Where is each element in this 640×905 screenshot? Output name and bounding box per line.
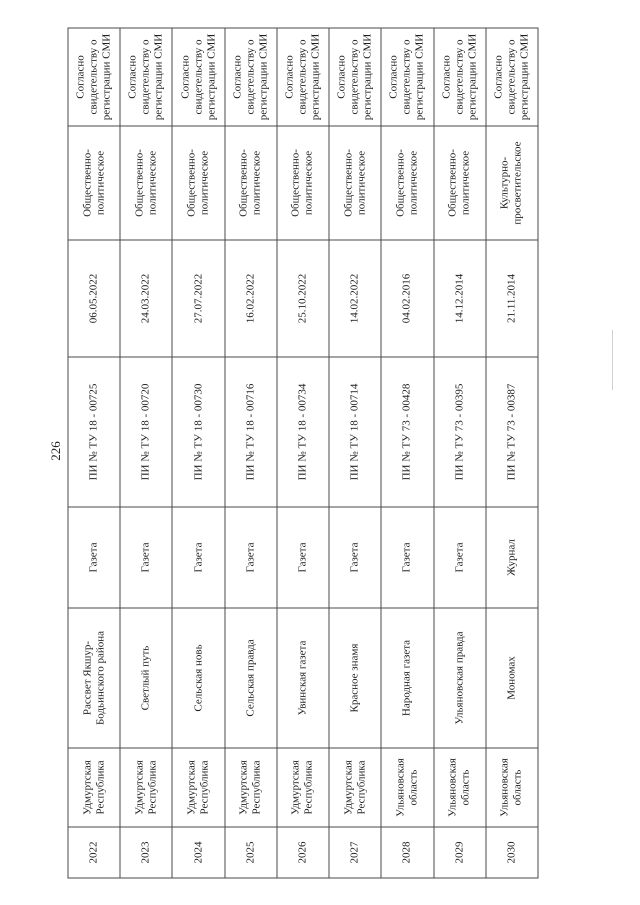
- row-number: 2025: [224, 827, 276, 878]
- row-number: 2024: [172, 827, 224, 878]
- row-number: 2027: [329, 827, 381, 878]
- media-type-cell: Газета: [224, 507, 276, 608]
- theme-cell: Общественно- политическое: [381, 126, 433, 240]
- table-row: [172, 28, 224, 878]
- basis-cell: Согласно свидетельству о регистрации СМИ: [224, 28, 276, 126]
- registration-date-cell: 04.02.2016: [381, 240, 433, 357]
- table-row: [120, 28, 172, 878]
- row-number: 2028: [381, 827, 433, 878]
- region-cell: Удмуртская Республика: [329, 748, 381, 827]
- registration-number-cell: ПИ № ТУ 18 - 00725: [68, 357, 120, 507]
- registry-table-wrap: [67, 28, 538, 878]
- basis-cell: Согласно свидетельству о регистрации СМИ: [276, 28, 328, 126]
- registry-table-frame: [67, 28, 538, 878]
- media-name-cell: Светлый путь: [120, 608, 172, 748]
- media-type-cell: Газета: [433, 507, 485, 608]
- table-row: [433, 28, 485, 878]
- registration-number-cell: ПИ № ТУ 18 - 00716: [224, 357, 276, 507]
- region-cell: Ульяновская область: [381, 748, 433, 827]
- row-number: 2022: [68, 827, 120, 878]
- media-type-cell: Газета: [68, 507, 120, 608]
- basis-cell: Согласно свидетельству о регистрации СМИ: [68, 28, 120, 126]
- registration-date-cell: 14.12.2014: [433, 240, 485, 357]
- media-name-cell: Мономах: [485, 608, 537, 748]
- basis-cell: Согласно свидетельству о регистрации СМИ: [485, 28, 537, 126]
- region-cell: Ульяновская область: [485, 748, 537, 827]
- registration-number-cell: ПИ № ТУ 18 - 00730: [172, 357, 224, 507]
- registry-body: [68, 28, 538, 878]
- media-type-cell: Журнал: [485, 507, 537, 608]
- table-row: [381, 28, 433, 878]
- row-number: 2029: [433, 827, 485, 878]
- registration-number-cell: ПИ № ТУ 73 - 00387: [485, 357, 537, 507]
- registration-number-cell: ПИ № ТУ 18 - 00714: [329, 357, 381, 507]
- region-cell: Удмуртская Республика: [120, 748, 172, 827]
- registration-number-cell: ПИ № ТУ 73 - 00428: [381, 357, 433, 507]
- scan-edge-mark: [612, 330, 613, 390]
- media-name-cell: Красное знамя: [329, 608, 381, 748]
- row-number: 2023: [120, 827, 172, 878]
- theme-cell: Общественно- политическое: [172, 126, 224, 240]
- basis-cell: Согласно свидетельству о регистрации СМИ: [329, 28, 381, 126]
- region-cell: Удмуртская Республика: [276, 748, 328, 827]
- region-cell: Удмуртская Республика: [68, 748, 120, 827]
- media-type-cell: Газета: [329, 507, 381, 608]
- basis-cell: Согласно свидетельству о регистрации СМИ: [433, 28, 485, 126]
- theme-cell: Культурно- просветительское: [485, 126, 537, 240]
- registration-number-cell: ПИ № ТУ 18 - 00734: [276, 357, 328, 507]
- registration-number-cell: ПИ № ТУ 18 - 00720: [120, 357, 172, 507]
- row-number: 2026: [276, 827, 328, 878]
- media-name-cell: Ульяновская правда: [433, 608, 485, 748]
- theme-cell: Общественно- политическое: [224, 126, 276, 240]
- media-type-cell: Газета: [381, 507, 433, 608]
- theme-cell: Общественно- политическое: [276, 126, 328, 240]
- media-name-cell: Рассвет Якшур- Бодьинского района: [68, 608, 120, 748]
- media-type-cell: Газета: [172, 507, 224, 608]
- theme-cell: Общественно- политическое: [68, 126, 120, 240]
- media-name-cell: Сельская правда: [224, 608, 276, 748]
- registration-date-cell: 21.11.2014: [485, 240, 537, 357]
- theme-cell: Общественно- политическое: [433, 126, 485, 240]
- basis-cell: Согласно свидетельству о регистрации СМИ: [172, 28, 224, 126]
- media-type-cell: Газета: [120, 507, 172, 608]
- registration-number-cell: ПИ № ТУ 73 - 00395: [433, 357, 485, 507]
- page-number: 226: [48, 441, 63, 461]
- table-row: [68, 28, 120, 878]
- table-row: [329, 28, 381, 878]
- registry-table: [67, 27, 538, 878]
- region-cell: Удмуртская Республика: [172, 748, 224, 827]
- registration-date-cell: 24.03.2022: [120, 240, 172, 357]
- basis-cell: Согласно свидетельству о регистрации СМИ: [381, 28, 433, 126]
- registration-date-cell: 25.10.2022: [276, 240, 328, 357]
- media-type-cell: Газета: [276, 507, 328, 608]
- theme-cell: Общественно- политическое: [329, 126, 381, 240]
- registration-date-cell: 16.02.2022: [224, 240, 276, 357]
- table-row: [485, 28, 537, 878]
- registration-date-cell: 06.05.2022: [68, 240, 120, 357]
- table-row: [276, 28, 328, 878]
- registration-date-cell: 14.02.2022: [329, 240, 381, 357]
- row-number: 2030: [485, 827, 537, 878]
- media-name-cell: Сельская новь: [172, 608, 224, 748]
- theme-cell: Общественно- политическое: [120, 126, 172, 240]
- region-cell: Удмуртская Республика: [224, 748, 276, 827]
- basis-cell: Согласно свидетельству о регистрации СМИ: [120, 28, 172, 126]
- registration-date-cell: 27.07.2022: [172, 240, 224, 357]
- media-name-cell: Народная газета: [381, 608, 433, 748]
- media-name-cell: Увинская газета: [276, 608, 328, 748]
- table-row: [224, 28, 276, 878]
- region-cell: Ульяновская область: [433, 748, 485, 827]
